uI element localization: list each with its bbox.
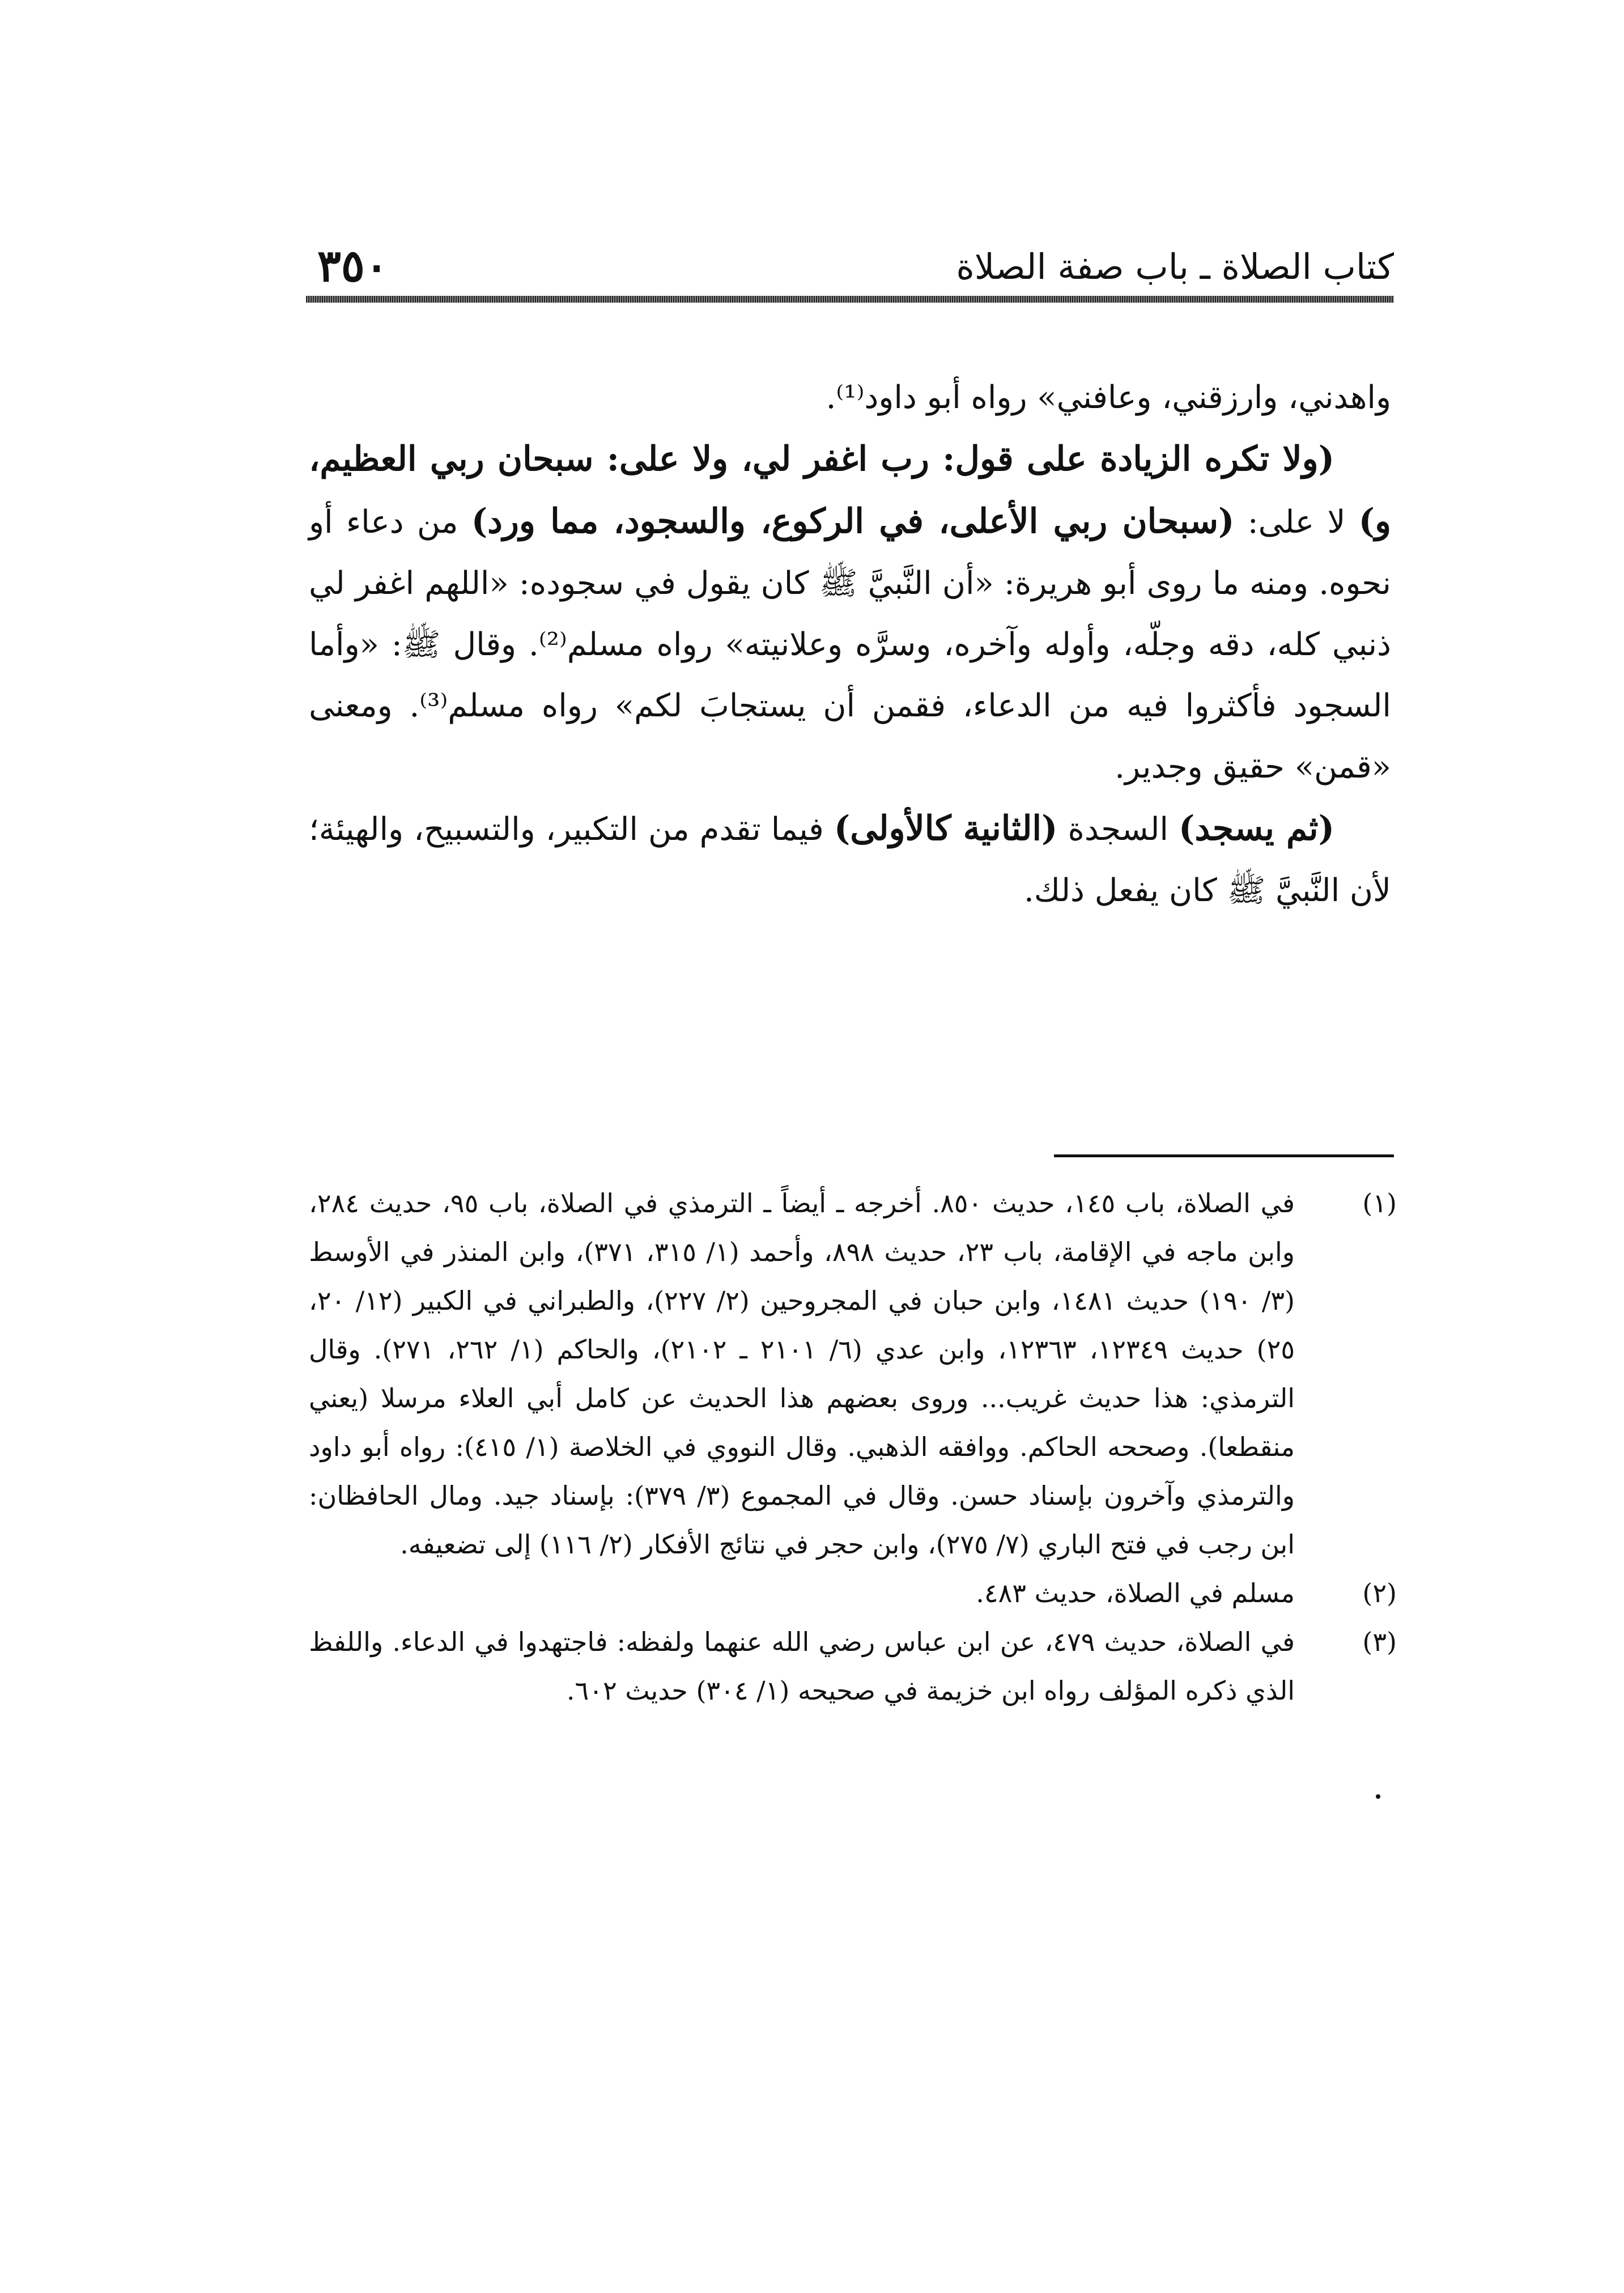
main-text xyxy=(309,367,1391,922)
footnote-text: في الصلاة، حديث ٤٧٩، عن ابن عباس رضي الله عنهما ولفظه: فاجتهدوا في الدعاء. واللفظ الذي ذكره المؤلف رواه ابن خزيمة في صحيحه (١/ ٣٠٤) حديث ٦٠٢. xyxy=(309,1627,1295,1706)
paragraph-1: واهدني، وارزقني، وعافني» رواه أبو داود⁽¹⁾. xyxy=(826,379,1391,416)
paragraph-3-bold-b: (الثانية كالأولى) xyxy=(834,809,1058,848)
paragraph-2-bold-b: (سبحان ربي الأعلى، في الركوع، والسجود، مما ورد) xyxy=(471,502,1235,541)
footnote-separator xyxy=(1054,1154,1394,1157)
paragraph-2 xyxy=(309,428,1391,798)
print-speck xyxy=(1376,1794,1380,1799)
footnote-text: مسلم في الصلاة، حديث ٤٨٣. xyxy=(976,1578,1295,1608)
footnotes xyxy=(309,1179,1397,1715)
chapter-title: كتاب الصلاة ـ باب صفة الصلاة xyxy=(956,246,1394,287)
paragraph-3-rest: فيما تقدم من التكبير، والتسبيح، والهيئة؛ لأن النَّبيَّ ﷺ كان يفعل ذلك. xyxy=(309,811,1391,909)
footnote-number: (٢) xyxy=(1362,1578,1397,1608)
paragraph-3-bold-a: (ثم يسجد) xyxy=(1179,809,1334,848)
page-number: ٣٥٠ xyxy=(317,240,389,292)
footnote-number: (١) xyxy=(1362,1188,1397,1218)
footnote-1 xyxy=(309,1179,1397,1569)
paragraph-2-regular-a: لا على: xyxy=(1234,504,1359,541)
footnote-text: في الصلاة، باب ١٤٥، حديث ٨٥٠. أخرجه ـ أيضاً ـ الترمذي في الصلاة، باب ٩٥، حديث ٢٨٤، وابن ماجه في الإقامة، باب ٢٣، حديث ٨٩٨، وأحمد (١/ ٣١٥، ٣٧١)، وابن المنذر في الأوسط (٣/ ١٩٠) حديث ١٤٨١، وابن حبان في المجروحين (٢/ ٢٢٧)، والطبراني في الكبير (١٢/ ٢٠، ٢٥) حديث ١٢٣٤٩، ١٢٣٦٣، وابن عدي (٦/ ٢١٠١ ـ ٢١٠٢)، والحاكم (١/ ٢٦٢، ٢٧١). وقال الترمذي: هذا حديث غريب... وروى بعضهم هذا الحديث عن كامل أبي العلاء مرسلا (يعني منقطعا). وصححه الحاكم. ووافقه الذهبي. وقال النووي في الخلاصة (١/ ٤١٥): رواه أبو داود والترمذي وآخرون بإسناد حسن. وقال في المجموع (٣/ ٣٧٩): بإسناد جيد. ومال الحافظان: ابن رجب في فتح الباري (٧/ ٢٧٥)، وابن حجر في نتائج الأفكار (٢/ ١١٦) إلى تضعيفه. xyxy=(309,1188,1295,1560)
paragraph-2-bold-a: (ولا تكره الزيادة على قول: رب اغفر لي، ولا على: سبحان ربي العظيم، و) xyxy=(309,439,1392,541)
footnote-number: (٣) xyxy=(1362,1627,1397,1657)
footnote-3 xyxy=(309,1617,1397,1715)
header-rule xyxy=(306,296,1394,303)
paragraph-3-regular-a: السجدة xyxy=(1057,811,1179,848)
paragraph-2-rest: من دعاء أو نحوه. ومنه ما روى أبو هريرة: «أن النَّبيَّ ﷺ كان يقول في سجوده: «اللهم اغفر لي ذنبي كله، دقه وجلّه، وأوله وآخره، وسرَّه وعلانيته» رواه مسلم⁽²⁾. وقال ﷺ: «وأما السجود فأكثروا فيه من الدعاء، فقمن أن يستجابَ لكم» رواه مسلم⁽³⁾. ومعنى «قمن» حقيق وجدير. xyxy=(309,504,1391,785)
running-header xyxy=(317,238,1394,300)
paragraph-3 xyxy=(309,798,1391,922)
footnote-2 xyxy=(309,1569,1397,1617)
